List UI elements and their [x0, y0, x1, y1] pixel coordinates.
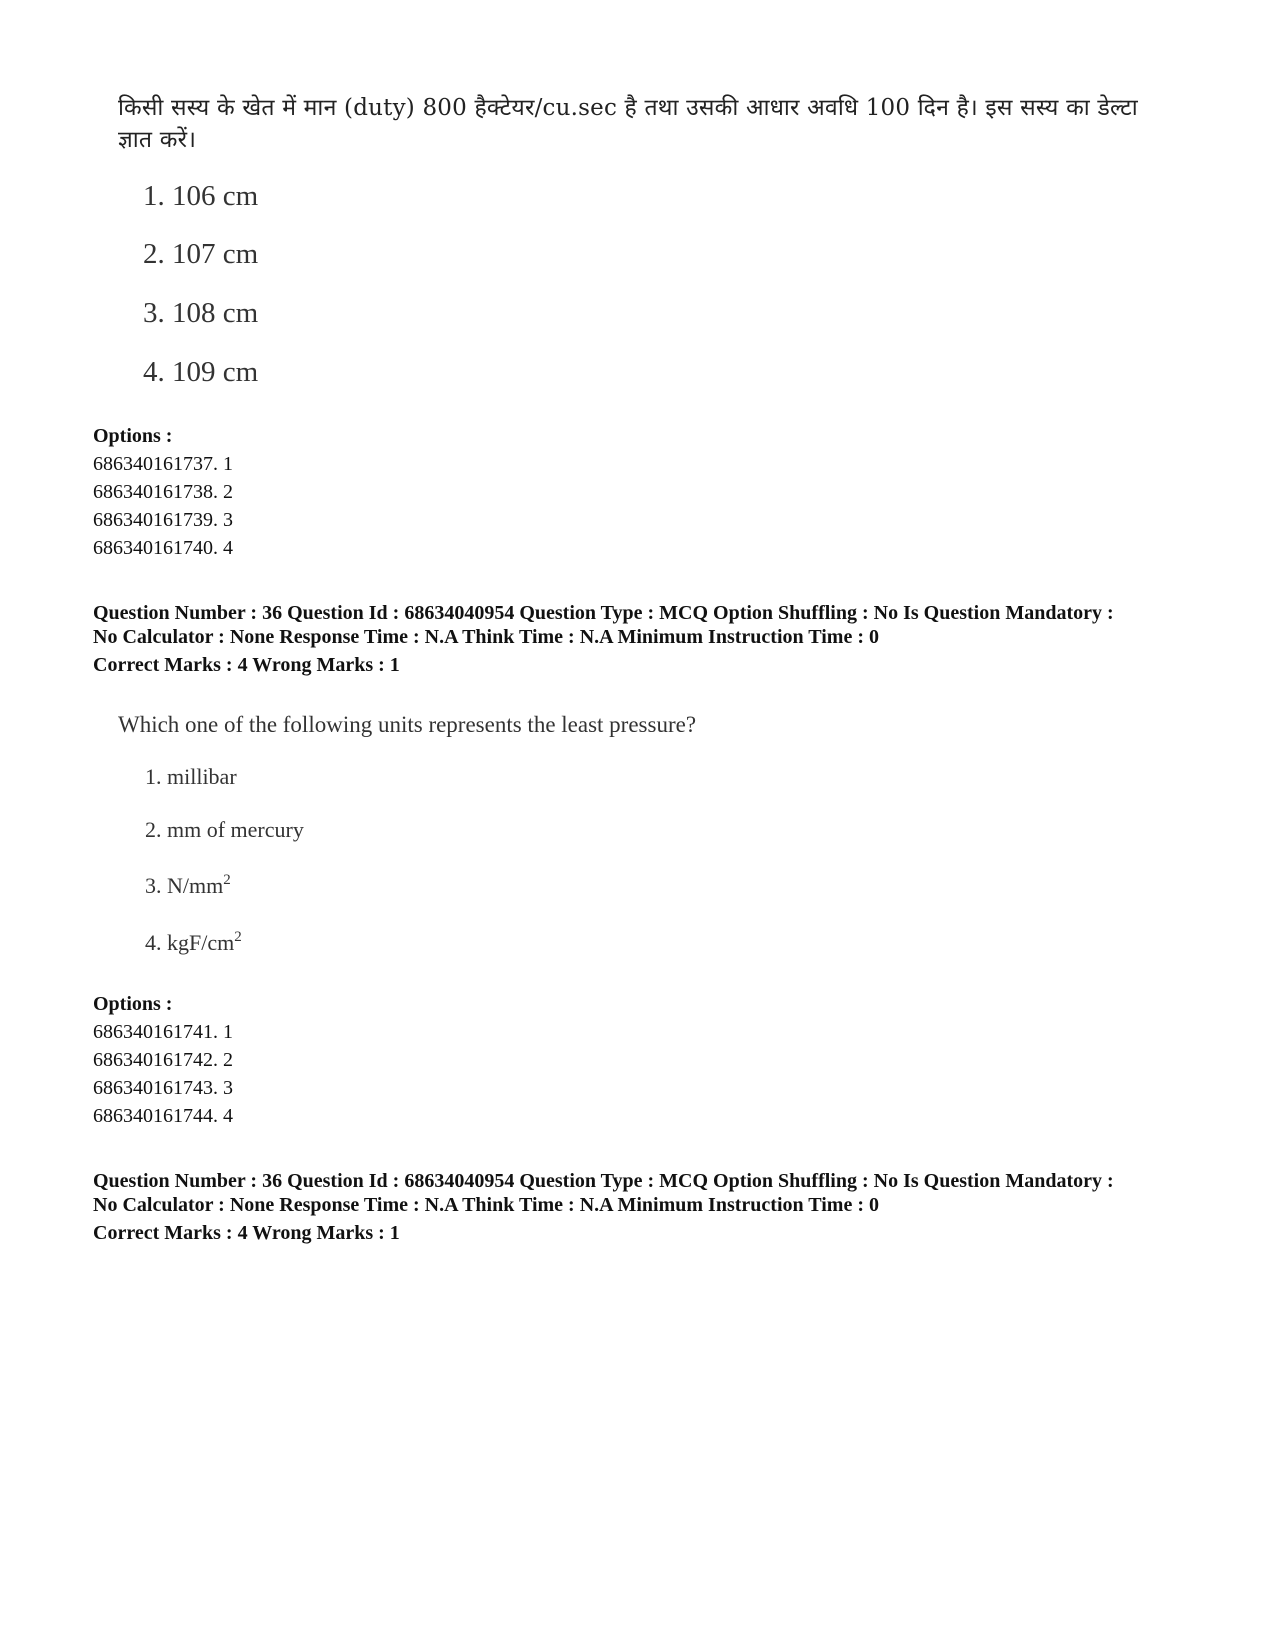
answer-choice-3: 3. 108 cm — [143, 297, 259, 329]
answer-choice-3 — [145, 873, 231, 899]
options-label: Options : — [93, 993, 173, 1015]
option-id-row: 686340161740. 4 — [93, 537, 233, 559]
question-meta-line-2: No Calculator : None Response Time : N.A Think Time : N.A Minimum Instruction Time : 0 — [93, 626, 879, 648]
option-id-row: 686340161739. 3 — [93, 509, 233, 531]
answer-choice-4-text: 4. kgF/cm — [145, 930, 235, 955]
answer-choice-1: 1. 106 cm — [143, 180, 259, 212]
question-meta-line-2: No Calculator : None Response Time : N.A Think Time : N.A Minimum Instruction Time : 0 — [93, 1194, 879, 1216]
answer-choice-4 — [145, 930, 242, 956]
question-text-line-2: ज्ञात करें। — [118, 127, 197, 153]
question-meta-line-1: Question Number : 36 Question Id : 68634040954 Question Type : MCQ Option Shuffling : No Is Question Mandatory : — [93, 602, 1114, 624]
option-id-row: 686340161744. 4 — [93, 1105, 233, 1127]
marks-line: Correct Marks : 4 Wrong Marks : 1 — [93, 1222, 400, 1244]
question-meta-line-1: Question Number : 36 Question Id : 68634040954 Question Type : MCQ Option Shuffling : No Is Question Mandatory : — [93, 1170, 1114, 1192]
answer-choice-2: 2. mm of mercury — [145, 817, 304, 842]
answer-choice-4: 4. 109 cm — [143, 356, 259, 388]
option-id-row: 686340161743. 3 — [93, 1077, 233, 1099]
options-label: Options : — [93, 425, 173, 447]
question-text-line-1: किसी सस्य के खेत में मान (duty) 800 हैक्टेयर/cu.sec है तथा उसकी आधार अवधि 100 दिन है। इस सस्य का डेल्टा — [118, 95, 1138, 121]
superscript-2: 2 — [234, 929, 242, 945]
answer-choice-3-text: 3. N/mm — [145, 873, 224, 898]
option-id-row: 686340161742. 2 — [93, 1049, 233, 1071]
option-id-row: 686340161738. 2 — [93, 481, 233, 503]
option-id-row: 686340161737. 1 — [93, 453, 233, 475]
answer-choice-1: 1. millibar — [145, 764, 237, 789]
marks-line: Correct Marks : 4 Wrong Marks : 1 — [93, 654, 400, 676]
superscript-2: 2 — [223, 872, 231, 888]
question-text: Which one of the following units represents the least pressure? — [118, 712, 697, 737]
answer-choice-2: 2. 107 cm — [143, 238, 259, 270]
option-id-row: 686340161741. 1 — [93, 1021, 233, 1043]
